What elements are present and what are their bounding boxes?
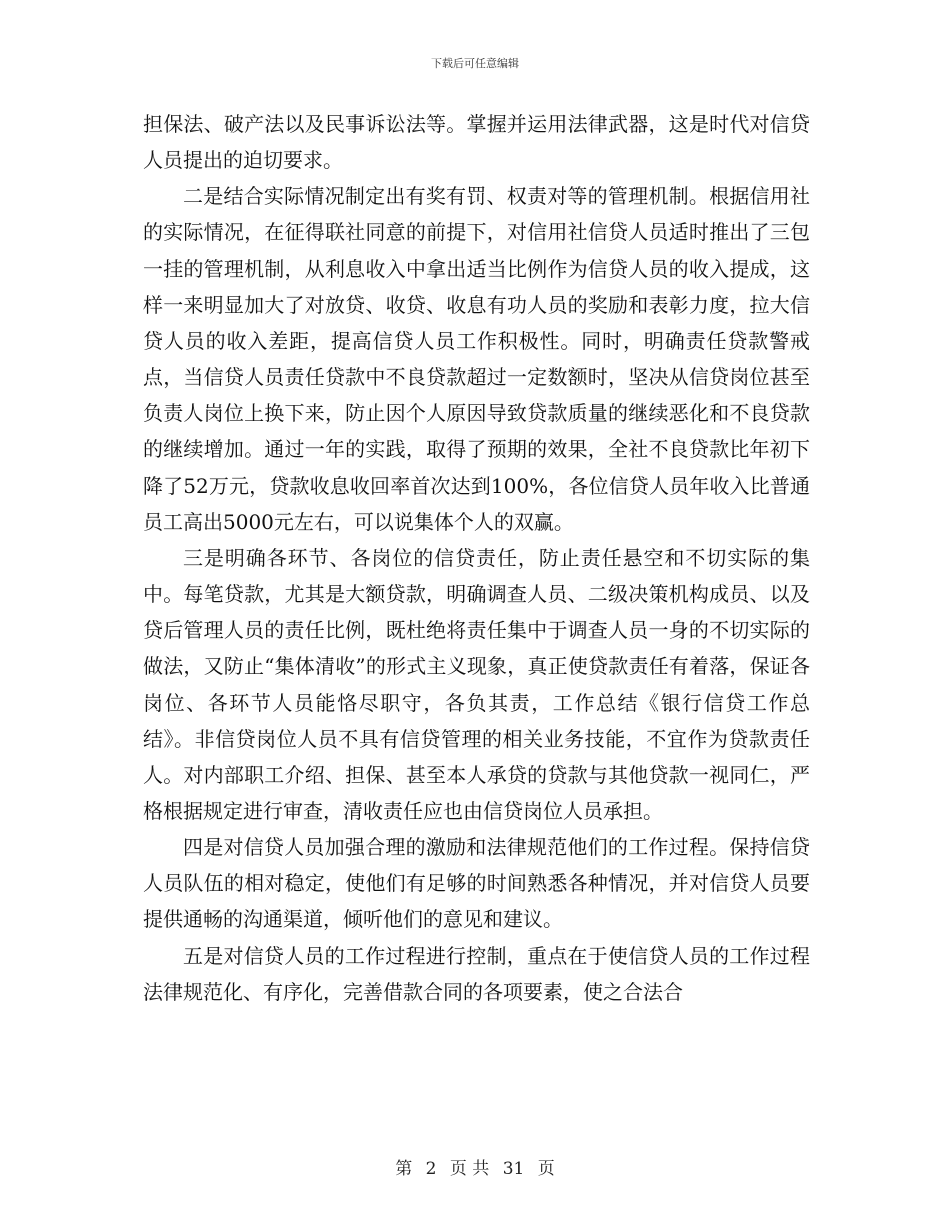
paragraph-point-three: 三是明确各环节、各岗位的信贷责任，防止责任悬空和不切实际的集中。每笔贷款，尤其是大额贷款，明确调查人员、二级决策机构成员、以及贷后管理人员的责任比例，既杜绝将责任集中于调查人员一身的不切实际的做法，又防止“集体清收”的形式主义现象，真正使贷款责任有着落，保证各岗位、各环节人员能恪尽职守，各负其责，工作总结《银行信贷工作总结》。非信贷岗位人员不具有信贷管理的相关业务技能，不宜作为贷款责任人。对内部职工介绍、担保、甚至本人承贷的贷款与其他贷款一视同仁，严格根据规定进行审查，清收责任应也由信贷岗位人员承担。 (143, 545, 810, 823)
document-body (143, 106, 810, 1010)
paragraph-point-four: 四是对信贷人员加强合理的激励和法律规范他们的工作过程。保持信贷人员队伍的相对稳定，使他们有足够的时间熟悉各种情况，并对信贷人员要提供通畅的沟通渠道，倾听他们的意见和建议。 (143, 835, 810, 932)
current-page-number: 2 (425, 1159, 437, 1179)
footer-prefix: 第 (395, 1159, 413, 1179)
total-page-count: 31 (502, 1159, 525, 1179)
page-header: 下载后可任意编辑 (431, 57, 519, 70)
paragraph-continuation: 担保法、破产法以及民事诉讼法等。掌握并运用法律武器，这是时代对信贷人员提出的迫切要求。 (143, 112, 810, 173)
footer-middle: 页 共 (449, 1159, 490, 1179)
page-footer (0, 1154, 950, 1179)
paragraph-point-two: 二是结合实际情况制定出有奖有罚、权责对等的管理机制。根据信用社的实际情况，在征得联社同意的前提下，对信用社信贷人员适时推出了三包一挂的管理机制，从利息收入中拿出适当比例作为信贷人员的收入提成，这样一来明显加大了对放贷、收贷、收息有功人员的奖励和表彰力度，拉大信贷人员的收入差距，提高信贷人员工作积极性。同时，明确责任贷款警戒点，当信贷人员责任贷款中不良贷款超过一定数额时，坚决从信贷岗位甚至负责人岗位上换下来，防止因个人原因导致贷款质量的继续恶化和不良贷款的继续增加。通过一年的实践，取得了预期的效果，全社不良贷款比年初下降了52万元，贷款收息收回率首次达到100%，各位信贷人员年收入比普通员工高出5000元左右，可以说集体个人的双赢。 (143, 184, 810, 534)
paragraph-point-five: 五是对信贷人员的工作过程进行控制，重点在于使信贷人员的工作过程法律规范化、有序化，完善借款合同的各项要素，使之合法合 (143, 943, 810, 1004)
footer-suffix: 页 (537, 1159, 555, 1179)
